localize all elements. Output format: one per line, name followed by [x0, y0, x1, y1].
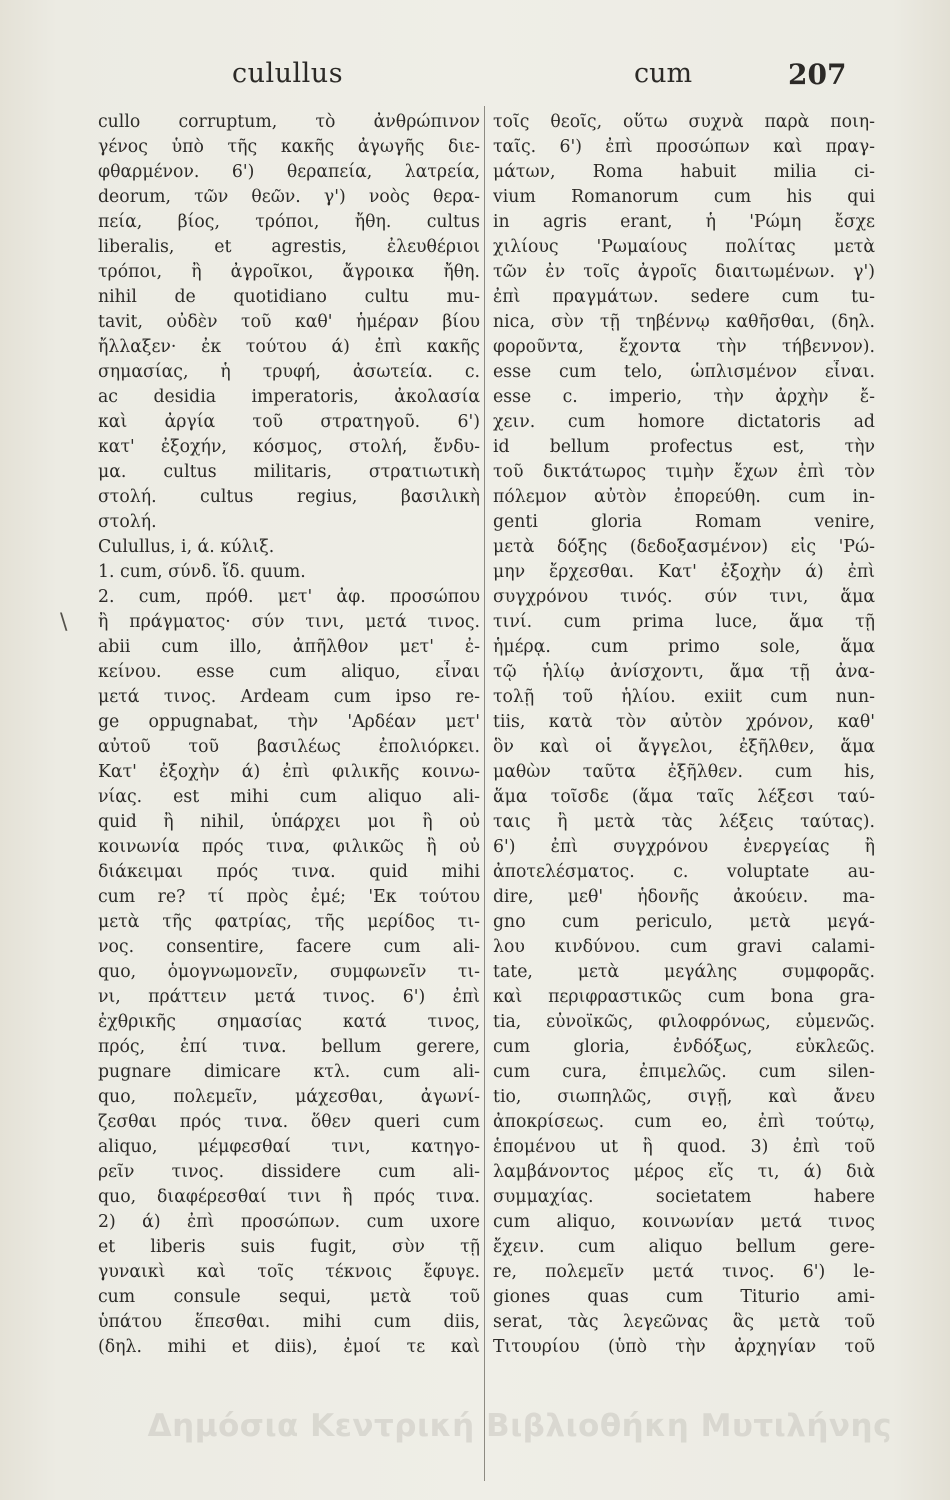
text-line: cum consule sequi, μετὰ τοῦ [98, 1287, 480, 1307]
text-line: μα. cultus militaris, στρατιωτικὴ [98, 462, 480, 482]
text-line: genti gloria Romam venire, [493, 512, 875, 532]
text-line: Τιτουρίου (ὑπὸ τὴν ἀρχηγίαν τοῦ [493, 1337, 875, 1357]
text-line: tia, εὐνοϊκῶς, φιλοφρόνως, εὐμενῶς. [493, 1012, 875, 1032]
text-line: νι, πράττειν μετά τινος. 6') ἐπὶ [98, 987, 480, 1007]
text-line: cum gloria, ἐνδόξως, εὐκλεῶς. [493, 1037, 875, 1057]
text-line: τοῦ δικτάτωρος τιμὴν ἔχων ἐπὶ τὸν [493, 462, 875, 482]
text-line: πόλεμον αὐτὸν ἐπορεύθη. cum in- [493, 487, 875, 507]
text-line: et liberis suis fugit, σὺν τῇ [98, 1237, 480, 1257]
page-header [0, 58, 950, 98]
text-line: χιλίους 'Ρωμαίους πολίτας μετὰ [493, 237, 875, 257]
text-line: ἀποκρίσεως. cum eo, ἐπὶ τούτῳ, [493, 1112, 875, 1132]
text-line: cullo corruptum, τὸ ἀνθρώπινον [98, 112, 480, 132]
text-line: ἀποτελέσματος. c. voluptate au- [493, 862, 875, 882]
text-line: μετὰ τῆς φατρίας, τῆς μερίδος τι- [98, 912, 480, 932]
text-line: λου κινδύνου. cum gravi calami- [493, 937, 875, 957]
text-line: 2. cum, πρόθ. μετ' ἀφ. προσώπου [98, 587, 480, 607]
text-line: 6') ἐπὶ συγχρόνου ἐνεργείας ἢ [493, 837, 875, 857]
text-line: διάκειμαι πρός τινα. quid mihi [98, 862, 480, 882]
text-line: ac desidia imperatoris, ἀκολασία [98, 387, 480, 407]
text-line: quo, ὁμογνωμονεῖν, συμφωνεῖν τι- [98, 962, 480, 982]
running-head-right: cum [634, 58, 693, 89]
text-line: cum aliquo, κοινωνίαν μετά τινος [493, 1212, 875, 1232]
text-line: Culullus, i, ά. κύλιξ. [98, 537, 275, 557]
text-line: quo, πολεμεῖν, μάχεσθαι, ἀγωνί- [98, 1087, 480, 1107]
text-line: κατ' ἐξοχήν, κόσμος, στολή, ἔνδυ- [98, 437, 480, 457]
running-head-left: culullus [232, 58, 344, 89]
text-line: quo, διαφέρεσθαί τινι ἢ πρός τινα. [98, 1187, 480, 1207]
text-line: nica, σὺν τῇ τηβέννῳ καθῆσθαι, (δηλ. [493, 312, 875, 332]
text-line: χειν. cum homore dictatoris ad [493, 412, 875, 432]
text-line: abii cum illo, ἀπῆλθον μετ' ἐ- [98, 637, 480, 657]
text-line: deorum, τῶν θεῶν. γ') νοὸς θερα- [98, 187, 480, 207]
text-line: 2) ά) ἐπὶ προσώπων. cum uxore [98, 1212, 480, 1232]
column-divider [484, 106, 485, 1481]
text-line: dire, μεθ' ἡδονῆς ἀκούειν. ma- [493, 887, 875, 907]
text-line: γένος ὑπὸ τῆς κακῆς ἀγωγῆς διε- [98, 137, 480, 157]
text-line: αὐτοῦ τοῦ βασιλέως ἐπολιόρκει. [98, 737, 480, 757]
text-line: συμμαχίας. societatem habere [493, 1187, 875, 1207]
text-line: τῶν ἐν τοῖς ἀγροῖς διαιτωμένων. γ') [493, 262, 875, 282]
text-line: id bellum profectus est, τὴν [493, 437, 875, 457]
text-line: cum cura, ἐπιμελῶς. cum silen- [493, 1062, 875, 1082]
text-line: συγχρόνου τινός. σύν τινι, ἅμα [493, 587, 875, 607]
text-line: ἤλλαξεν· ἐκ τούτου ά) ἐπὶ κακῆς [98, 337, 480, 357]
text-line: καὶ περιφραστικῶς cum bona gra- [493, 987, 875, 1007]
text-line: γυναικὶ καὶ τοῖς τέκνοις ἔφυγε. [98, 1262, 480, 1282]
text-line: ge oppugnabat, τὴν 'Αρδέαν μετ' [98, 712, 480, 732]
text-line: τινί. cum prima luce, ἅμα τῇ [493, 612, 875, 632]
right-column [493, 110, 875, 1360]
text-line: cum re? τί πρὸς ἐμέ; 'Εκ τούτου [98, 887, 480, 907]
text-line: 1. cum, σύνδ. ἴδ. quum. [98, 562, 306, 582]
text-line: πεία, βίος, τρόποι, ἤθη. cultus [98, 212, 480, 232]
text-line: ὃν καὶ οἱ ἄγγελοι, ἐξῆλθεν, ἅμα [493, 737, 875, 757]
text-line: τρόποι, ἢ ἀγροῖκοι, ἄγροικα ἤθη. [98, 262, 480, 282]
text-line: re, πολεμεῖν μετά τινος. 6') le- [493, 1262, 875, 1282]
text-line: tavit, οὐδὲν τοῦ καθ' ἡμέραν βίου [98, 312, 480, 332]
text-line: ζεσθαι πρός τινα. ὅθεν queri cum [98, 1112, 480, 1132]
text-line: ἐπὶ πραγμάτων. sedere cum tu- [493, 287, 875, 307]
left-column [98, 110, 480, 1360]
text-line: tio, σιωπηλῶς, σιγῇ, καὶ ἄνευ [493, 1087, 875, 1107]
text-line: στολή. cultus regius, βασιλικὴ [98, 487, 480, 507]
text-line: φθαρμένον. 6') θεραπεία, λατρεία, [98, 162, 480, 182]
text-line: esse cum telo, ὡπλισμένον εἶναι. [493, 362, 875, 382]
text-line: καὶ ἀργία τοῦ στρατηγοῦ. 6') [98, 412, 480, 432]
text-line: ταις ἢ μετὰ τὰς λέξεις ταύτας). [493, 812, 875, 832]
text-line: πρός, ἐπί τινα. bellum gerere, [98, 1037, 480, 1057]
text-line: φοροῦντα, ἔχοντα τὴν τήβεννον). [493, 337, 875, 357]
text-line: ἔχειν. cum aliquo bellum gere- [493, 1237, 875, 1257]
text-line: μαθὼν ταῦτα ἐξῆλθεν. cum his, [493, 762, 875, 782]
text-line: (δηλ. mihi et diis), ἐμοί τε καὶ [98, 1337, 480, 1357]
text-line: tate, μετὰ μεγάλης συμφορᾶς. [493, 962, 875, 982]
text-line: τοῖς θεοῖς, οὕτω συχνὰ παρὰ ποιη- [493, 112, 875, 132]
text-line: λαμβάνοντος μέρος εἴς τι, ά) διὰ [493, 1162, 875, 1182]
text-line: gno cum periculo, μετὰ μεγά- [493, 912, 875, 932]
text-line: τῷ ἡλίῳ ἀνίσχοντι, ἅμα τῇ ἀνα- [493, 662, 875, 682]
text-line: μετά τινος. Ardeam cum ipso re- [98, 687, 480, 707]
text-line: tiis, κατὰ τὸν αὐτὸν χρόνον, καθ' [493, 712, 875, 732]
text-line: quid ἢ nihil, ὑπάρχει μοι ἢ οὐ [98, 812, 480, 832]
text-line: σημασίας, ἡ τρυφή, ἀσωτεία. c. [98, 362, 480, 382]
text-line: ἑπομένου ut ἢ quod. 3) ἐπὶ τοῦ [493, 1137, 875, 1157]
text-line: esse c. imperio, τὴν ἀρχὴν ἔ- [493, 387, 875, 407]
text-line: giones quas cum Titurio ami- [493, 1287, 875, 1307]
text-line: pugnare dimicare κτλ. cum ali- [98, 1062, 480, 1082]
text-line: ὑπάτου ἕπεσθαι. mihi cum diis, [98, 1312, 480, 1332]
text-line: vium Romanorum cum his qui [493, 187, 875, 207]
text-line: in agris erant, ἡ 'Ρώμη ἔσχε [493, 212, 875, 232]
text-line: νίας. est mihi cum aliquo ali- [98, 787, 480, 807]
text-line: nihil de quotidiano cultu mu- [98, 287, 480, 307]
text-line: liberalis, et agrestis, ἐλευθέριοι [98, 237, 480, 257]
text-line: κείνου. esse cum aliquo, εἶναι [98, 662, 480, 682]
text-line: Κατ' ἐξοχὴν ά) ἐπὶ φιλικῆς κοινω- [98, 762, 480, 782]
text-line: aliquo, μέμφεσθαί τινι, κατηγο- [98, 1137, 480, 1157]
text-line: ἡμέρᾳ. cum primo sole, ἅμα [493, 637, 875, 657]
text-line: serat, τὰς λεγεῶνας ἃς μετὰ τοῦ [493, 1312, 875, 1332]
text-line: κοινωνία πρός τινα, φιλικῶς ἢ οὐ [98, 837, 480, 857]
text-line: ἐχθρικῆς σημασίας κατά τινος, [98, 1012, 480, 1032]
text-line: μάτων, Roma habuit milia ci- [493, 162, 875, 182]
text-line: μετὰ δόξης (δεδοξασμένον) εἰς 'Ρώ- [493, 537, 875, 557]
text-line: στολή. [98, 512, 157, 532]
text-line: ρεῖν τινος. dissidere cum ali- [98, 1162, 480, 1182]
margin-mark: \ [60, 610, 68, 635]
text-line: νος. consentire, facere cum ali- [98, 937, 480, 957]
text-line: μην ἔρχεσθαι. Κατ' ἐξοχὴν ά) ἐπὶ [493, 562, 875, 582]
text-line: ταῖς. 6') ἐπὶ προσώπων καὶ πραγ- [493, 137, 875, 157]
text-line: ἢ πράγματος· σύν τινι, μετά τινος. [98, 612, 480, 632]
library-watermark: Δημόσια Κεντρική Βιβλιοθήκη Μυτιλήνης [147, 1408, 892, 1444]
page-number: 207 [788, 58, 847, 91]
text-line: ἅμα τοῖσδε (ἅμα ταῖς λέξεσι ταύ- [493, 787, 875, 807]
text-line: τολῇ τοῦ ἡλίου. exiit cum nun- [493, 687, 875, 707]
